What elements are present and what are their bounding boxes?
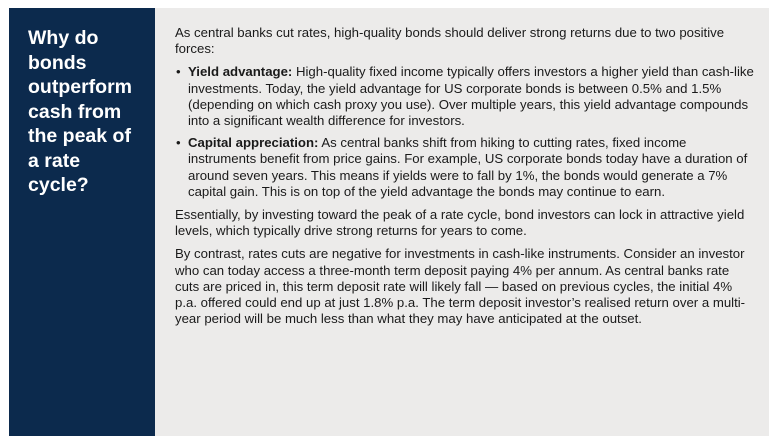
intro-paragraph: As central banks cut rates, high-quality bonds should deliver strong returns due to two positive forces: [175, 25, 725, 57]
sidebar-title: Why do bonds outperform cash from the peak of a rate cycle? [28, 27, 132, 196]
bullet-item-capital-appreciation [176, 135, 755, 200]
info-card [9, 8, 769, 436]
main-content [155, 8, 769, 436]
bullet-heading: Yield advantage: [188, 64, 293, 80]
bullet-heading: Capital appreciation: [188, 135, 319, 151]
bullet-list [175, 64, 755, 200]
summary-paragraph: Essentially, by investing toward the peak of a rate cycle, bond investors can lock in attractive yield levels, which typically drive strong returns for years to come. [175, 207, 745, 239]
contrast-paragraph: By contrast, rates cuts are negative for investments in cash-like instruments. Consider an investor who can today access a three-month term deposit paying 4% per annum. As central banks rate cuts are priced in, this term deposit rate will likely fall — based on previous cycles, the initial 4% p.a. offered could end up at just 1.8% p.a. The term deposit investor’s realised return over a multi-year period will be much less than what they may have anticipated at the outset. [175, 246, 746, 327]
sidebar-panel [9, 8, 155, 436]
bullet-dot-icon: • [176, 135, 181, 151]
bullet-text: As central banks shift from hiking to cutting rates, fixed income instruments benefit from price gains. For example, US corporate bonds today have a duration of around seven years. This means if yields were to fall by 1%, the bonds would generate a 7% capital gain. This is on top of the yield advantage the bonds may continue to earn. [188, 135, 748, 199]
bullet-item-yield-advantage [176, 64, 755, 129]
bullet-text: High-quality fixed income typically offers investors a higher yield than cash-like investments. Today, the yield advantage for US corporate bonds is between 0.5% and 1.5% (depending on which cash proxy you use). Over multiple years, this yield advantage compounds into a significant wealth difference for investors. [188, 64, 754, 129]
bullet-dot-icon: • [176, 64, 181, 80]
